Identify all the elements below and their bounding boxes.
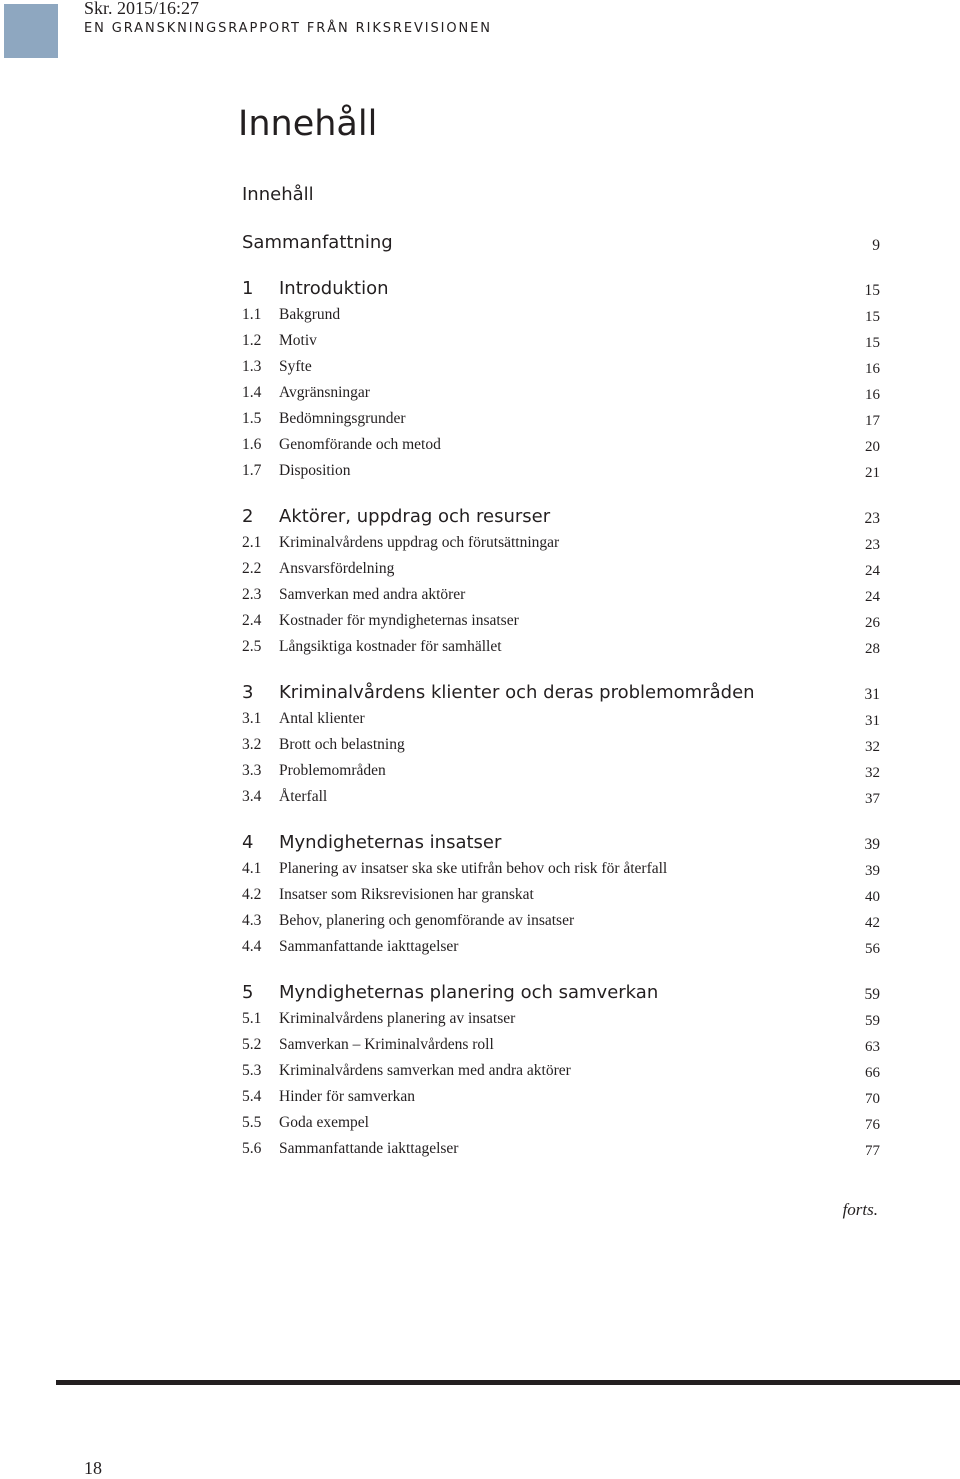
toc-section-title: Sammanfattande iakttagelser	[279, 938, 459, 955]
toc-section-page: 17	[865, 413, 880, 429]
toc-section-page: 20	[865, 439, 880, 455]
toc-section-page: 24	[865, 563, 880, 579]
toc-section-page: 21	[865, 465, 880, 481]
toc-chapter-title: Myndigheternas planering och samverkan	[279, 982, 659, 1003]
toc-section[interactable]	[242, 732, 880, 758]
toc-section-number: 2.3	[242, 586, 262, 603]
toc-section-page: 66	[865, 1065, 880, 1081]
toc-section-number: 2.5	[242, 638, 262, 655]
toc-section-number: 1.5	[242, 410, 262, 427]
toc-section-title: Antal klienter	[279, 710, 365, 727]
toc-chapter-number: 3	[242, 682, 254, 703]
toc-chapter-page: 59	[864, 986, 880, 1003]
toc-section-number: 2.1	[242, 534, 262, 551]
toc-section-title: Samverkan med andra aktörer	[279, 586, 466, 603]
toc-section-title: Planering av insatser ska ske utifrån behov och risk för återfall	[279, 860, 668, 877]
toc-section[interactable]	[242, 530, 880, 556]
toc-innehall[interactable]	[242, 182, 880, 208]
toc-section-page: 42	[865, 915, 880, 931]
toc-section-page: 15	[865, 309, 880, 325]
toc-section-title: Långsiktiga kostnader för samhället	[279, 638, 502, 655]
toc-section-title: Insatser som Riksrevisionen har granskat	[279, 886, 534, 903]
toc-section[interactable]	[242, 458, 880, 484]
toc-section-number: 5.6	[242, 1140, 262, 1157]
toc-section-number: 3.3	[242, 762, 262, 779]
toc-section-title: Brott och belastning	[279, 736, 405, 753]
toc-section-title: Syfte	[279, 358, 312, 375]
toc-section-page: 24	[865, 589, 880, 605]
page-title: Innehåll	[238, 104, 378, 144]
toc-section-number: 5.4	[242, 1088, 262, 1105]
toc-section-page: 15	[865, 335, 880, 351]
toc-section[interactable]	[242, 380, 880, 406]
toc-section[interactable]	[242, 706, 880, 732]
toc-section-title: Bedömningsgrunder	[279, 410, 406, 427]
toc-section-number: 2.2	[242, 560, 262, 577]
toc-section-page: 28	[865, 641, 880, 657]
continued-note: forts.	[842, 1200, 878, 1219]
toc-section[interactable]	[242, 328, 880, 354]
toc-section-title: Kostnader för myndigheternas insatser	[279, 612, 519, 629]
toc-section-page: 31	[865, 713, 880, 729]
toc-section-title: Återfall	[279, 788, 328, 805]
toc-section-title: Goda exempel	[279, 1114, 369, 1131]
toc-chapter[interactable]	[242, 680, 880, 706]
toc-section-title: Behov, planering och genomförande av insatser	[279, 912, 575, 929]
toc-section-number: 1.1	[242, 306, 262, 323]
toc-section[interactable]	[242, 758, 880, 784]
toc-chapter-page: 15	[864, 282, 880, 299]
toc-chapter-page: 23	[864, 510, 880, 527]
toc-section[interactable]	[242, 354, 880, 380]
toc-section-number: 4.3	[242, 912, 262, 929]
toc-section[interactable]	[242, 856, 880, 882]
toc-chapter[interactable]	[242, 276, 880, 302]
toc-section[interactable]	[242, 432, 880, 458]
toc-section-page: 37	[865, 791, 880, 807]
toc-chapter-page: 39	[864, 836, 880, 853]
toc-section[interactable]	[242, 1110, 880, 1136]
toc-sammanfattning-page: 9	[872, 237, 880, 254]
toc-section-page: 56	[865, 941, 880, 957]
toc-section-title: Problemområden	[279, 762, 386, 779]
toc-section[interactable]	[242, 1032, 880, 1058]
toc-chapter-title: Aktörer, uppdrag och resurser	[279, 506, 551, 527]
toc-chapter-number: 5	[242, 982, 254, 1003]
toc-section-number: 4.4	[242, 938, 262, 955]
toc-chapter-number: 1	[242, 278, 254, 299]
toc-section-number: 1.6	[242, 436, 262, 453]
toc-section-page: 77	[865, 1143, 880, 1159]
toc-section[interactable]	[242, 582, 880, 608]
toc-section-title: Kriminalvårdens samverkan med andra aktörer	[279, 1062, 571, 1079]
toc-section[interactable]	[242, 882, 880, 908]
toc-section-number: 3.4	[242, 788, 262, 805]
toc-section-number: 3.2	[242, 736, 262, 753]
toc-section-number: 3.1	[242, 710, 262, 727]
toc-chapter[interactable]	[242, 504, 880, 530]
toc-section-page: 39	[865, 863, 880, 879]
toc-section-number: 5.2	[242, 1036, 262, 1053]
toc-section-title: Bakgrund	[279, 306, 341, 323]
toc-section-number: 1.4	[242, 384, 262, 401]
toc-section-number: 1.2	[242, 332, 262, 349]
toc-chapter[interactable]	[242, 830, 880, 856]
toc-section-title: Kriminalvårdens planering av insatser	[279, 1010, 516, 1027]
toc-section-number: 2.4	[242, 612, 262, 629]
toc-section-number: 1.3	[242, 358, 262, 375]
toc-section-title: Genomförande och metod	[279, 436, 441, 453]
toc-chapter-number: 2	[242, 506, 254, 527]
toc-section-page: 76	[865, 1117, 880, 1133]
toc-section-title: Disposition	[279, 462, 351, 479]
toc-sammanfattning[interactable]	[242, 230, 880, 256]
toc-section-page: 70	[865, 1091, 880, 1107]
toc-section[interactable]	[242, 556, 880, 582]
table-of-contents	[242, 182, 880, 1162]
toc-section-page: 32	[865, 765, 880, 781]
toc-section[interactable]	[242, 406, 880, 432]
toc-section[interactable]	[242, 1006, 880, 1032]
toc-section-title: Ansvarsfördelning	[279, 560, 395, 577]
toc-section-title: Hinder för samverkan	[279, 1088, 416, 1105]
footer-rule	[56, 1380, 960, 1385]
toc-section[interactable]	[242, 634, 880, 660]
toc-section-number: 5.1	[242, 1010, 262, 1027]
toc-chapter[interactable]	[242, 980, 880, 1006]
toc-section[interactable]	[242, 908, 880, 934]
report-series-label: EN GRANSKNINGSRAPPORT FRÅN RIKSREVISIONEN	[84, 21, 492, 36]
accent-block	[4, 4, 58, 58]
toc-section-page: 59	[865, 1013, 880, 1029]
toc-chapter-page: 31	[864, 686, 880, 703]
toc-section-page: 40	[865, 889, 880, 905]
toc-section-page: 63	[865, 1039, 880, 1055]
toc-section-number: 5.5	[242, 1114, 262, 1131]
toc-section-page: 23	[865, 537, 880, 553]
toc-section-title: Motiv	[279, 332, 317, 349]
toc-section-title: Samverkan – Kriminalvårdens roll	[279, 1036, 494, 1053]
document-reference: Skr. 2015/16:27	[84, 0, 200, 18]
toc-section-title: Avgränsningar	[279, 384, 370, 401]
toc-section[interactable]	[242, 1058, 880, 1084]
toc-section-number: 5.3	[242, 1062, 262, 1079]
toc-section[interactable]	[242, 1136, 880, 1162]
toc-section[interactable]	[242, 302, 880, 328]
toc-chapter-number: 4	[242, 832, 254, 853]
toc-innehall-label: Innehåll	[242, 184, 314, 205]
toc-section-page: 16	[865, 361, 880, 377]
toc-section-number: 4.2	[242, 886, 262, 903]
toc-section-number: 4.1	[242, 860, 262, 877]
toc-section[interactable]	[242, 784, 880, 810]
toc-section-page: 32	[865, 739, 880, 755]
toc-section[interactable]	[242, 1084, 880, 1110]
toc-section-title: Sammanfattande iakttagelser	[279, 1140, 459, 1157]
toc-chapter-title: Myndigheternas insatser	[279, 832, 502, 853]
toc-chapter-title: Introduktion	[279, 278, 389, 299]
toc-section-title: Kriminalvårdens uppdrag och förutsättningar	[279, 534, 560, 551]
toc-section[interactable]	[242, 934, 880, 960]
toc-section-number: 1.7	[242, 462, 262, 479]
toc-chapter-title: Kriminalvårdens klienter och deras problemområden	[279, 682, 755, 703]
toc-section[interactable]	[242, 608, 880, 634]
toc-section-page: 16	[865, 387, 880, 403]
toc-section-page: 26	[865, 615, 880, 631]
toc-sammanfattning-label: Sammanfattning	[242, 232, 393, 253]
page-number: 18	[84, 1458, 102, 1478]
